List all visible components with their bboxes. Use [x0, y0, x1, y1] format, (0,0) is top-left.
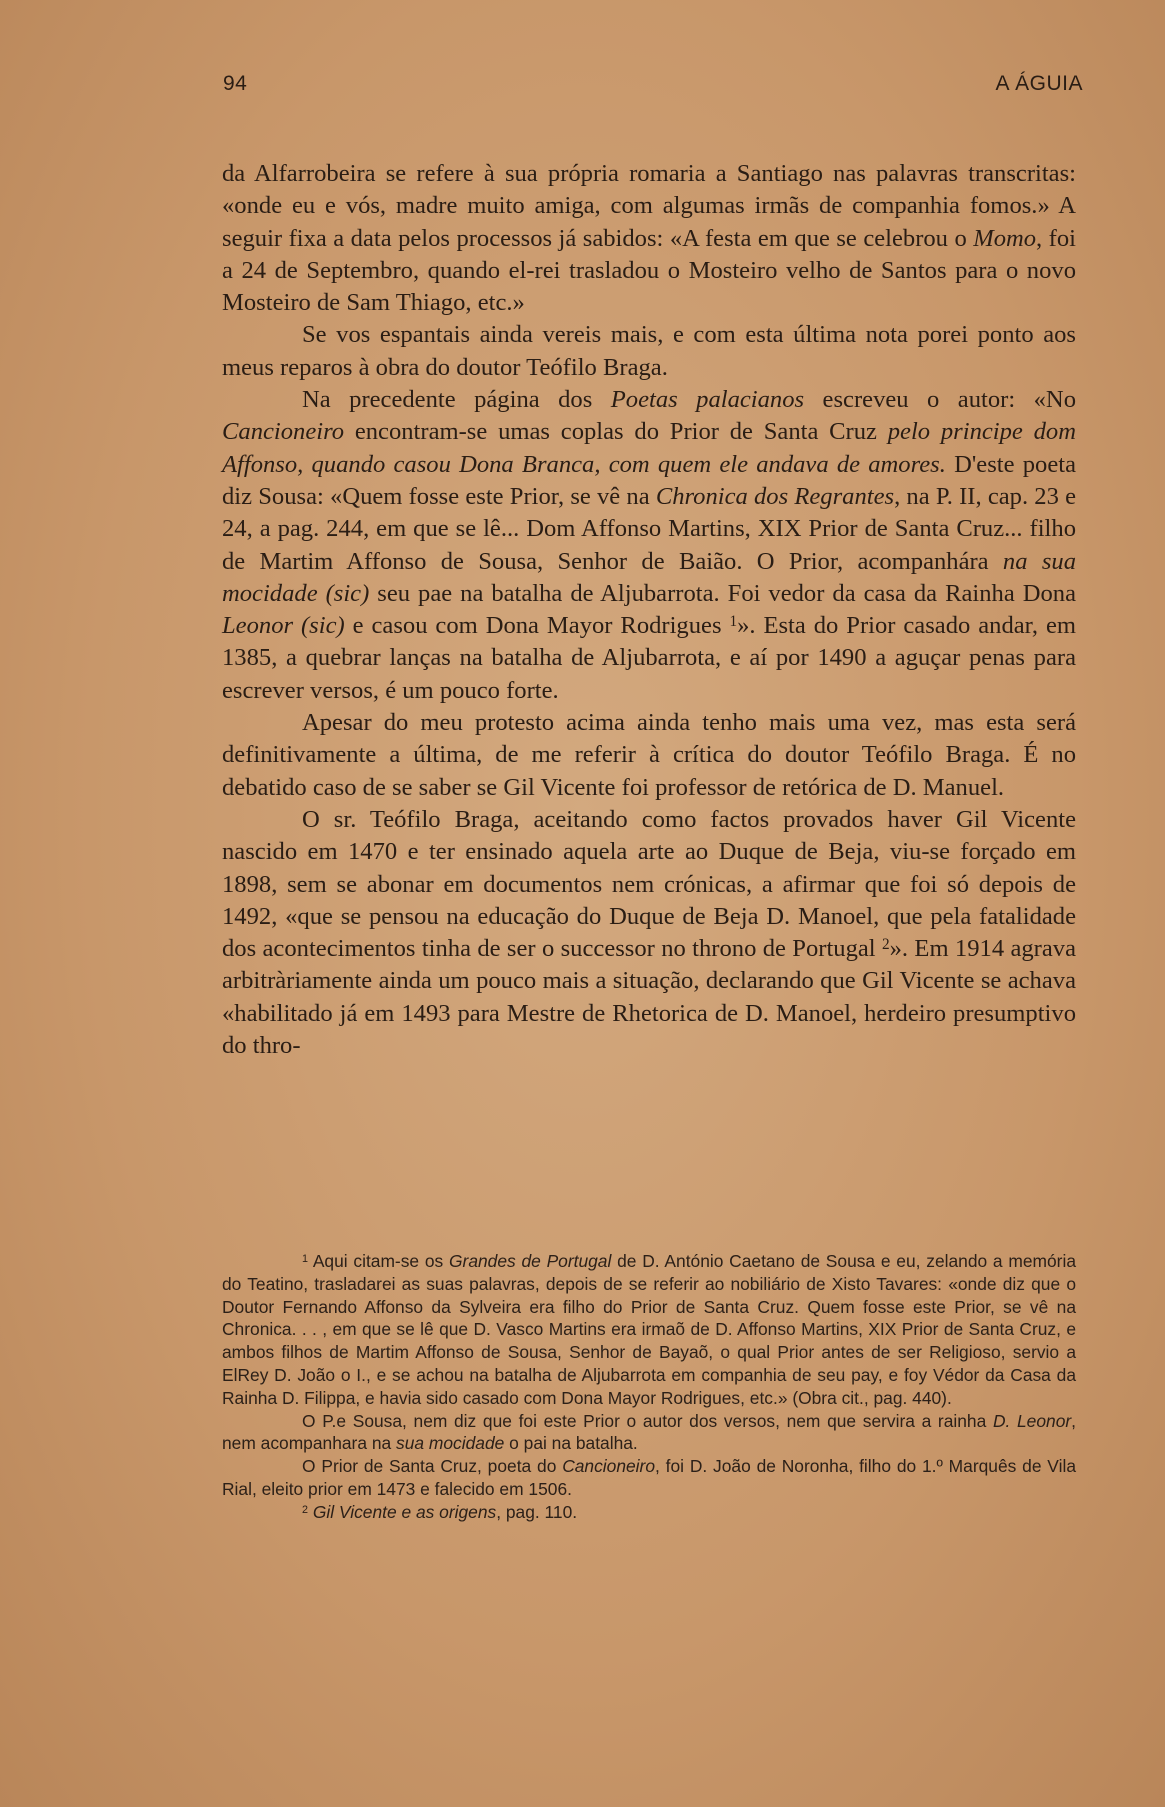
text-run: seu pae na batalha de Aljubarrota. Foi vedor da casa da Rainha Dona	[369, 579, 1076, 607]
footnote-1-continued	[222, 1455, 1076, 1501]
text-run: Na precedente página dos	[302, 386, 611, 414]
text-run: O Prior de Santa Cruz, poeta do	[302, 1456, 563, 1477]
text-run: ». Em 1914 agrava arbitràriamente ainda um pouco mais a situação, declarando que Gil Vicente se achava «habilitado já em 1493 para Mestre de Rhetorica de D. Manoel, herdeiro presumptivo do thro-	[222, 935, 1077, 1060]
text-run: , pag. 110.	[496, 1501, 578, 1522]
text-run: de D. António Caetano de Sousa e eu, zelando a memória do Teatino, trasladarei as suas palavras, depois de se referir ao nobiliário de Xisto Tavares: «onde diz que o Doutor Fernando Affonso da Sylveira era filho do Prior de Santa Cruz. Quem fosse este Prior, se vê na Chronica. . . , em que se lê que D. Vasco Martins era irmaõ de D. Affonso Martins, XIX Prior de Santa Cruz, e ambos filhos de Martim Affonso de Sousa, Senhor de Bayaõ, o qual Prior antes de ser Religioso, servio a ElRey D. João o I., e se achou na batalha de Aljubarrota em companhia de seu pay, e foy Védor da Casa da Rainha D. Filippa, e havia sido casado com Dona Mayor Rodrigues, etc.» (Obra cit., pag. 440).	[222, 1251, 1077, 1408]
running-title: A ÁGUIA	[995, 72, 1083, 95]
text-run: Aqui citam-se os	[312, 1251, 449, 1271]
text-run: da Alfarrobeira se refere à sua própria romaria a Santiago nas palavras transcritas: «onde eu e vós, madre muito amiga, com algumas irmãs de companhia fomos.» A seguir fixa a data pelos processos já sabidos: «A festa em que se celebrou o	[222, 160, 1076, 252]
text-run: , nem acompanhara na	[222, 1410, 1077, 1454]
paragraph-1	[222, 158, 1076, 319]
paragraph-4: Apesar do meu protesto acima ainda tenho mais uma vez, mas esta será definitivamente a última, de me referir à crítica do doutor Teófilo Braga. É no debatido caso de se saber se Gil Vicente foi professor de retórica de D. Manuel.	[222, 709, 1076, 801]
paragraph-5	[222, 804, 1076, 1062]
footnotes	[222, 1250, 1076, 1524]
text-run: o pai na batalha.	[504, 1433, 638, 1454]
italic-run: Gil Vicente e as origens	[312, 1501, 497, 1522]
text-run: O sr. Teófilo Braga, aceitando como factos provados haver Gil Vicente nascido em 1470 e ter ensinado aquela arte ao Duque de Beja, viu-se forçado em 1898, sem se abonar em documentos nem crónicas, a afirmar que foi só depois de 1492, «que se pensou na educação do Duque de Beja D. Manoel, que pela fatalidade dos acontecimentos tinha de ser o successor no throno de Portugal	[222, 805, 1076, 963]
italic-run: Cancioneiro	[222, 418, 345, 446]
text-run: encontram-se umas coplas do Prior de Santa Cruz	[344, 418, 888, 446]
italic-run: Grandes de Portugal	[449, 1251, 612, 1271]
text-run: escreveu o autor: «No	[804, 386, 1076, 414]
text-run: , foi a 24 de Septembro, quando el-rei trasladou o Mosteiro velho de Santos para o novo Mosteiro de Sam Thiago, etc.»	[222, 224, 1076, 317]
italic-run: Poetas palacianos	[610, 386, 805, 414]
footnote-1-continued	[222, 1410, 1076, 1456]
footnote-ref: 2	[882, 936, 890, 954]
footnote-mark: 1	[302, 1253, 308, 1266]
text-run: D'este poeta diz Sousa: «Quem fosse este Prior, se vê na	[222, 450, 1077, 510]
footnote-ref: 1	[729, 613, 738, 631]
paragraph-2: Se vos espantais ainda vereis mais, e com esta última nota porei ponto aos meus reparos à obra do doutor Teófilo Braga.	[222, 321, 1076, 381]
text-run: O P.e Sousa, nem diz que foi este Prior o autor dos versos, nem que servira a rainha	[302, 1410, 993, 1431]
text-run: , na P. II, cap. 23 e 24, a pag. 244, em que se lê... Dom Affonso Martins, XIX Prior de Santa Cruz... filho de Martim Affonso de Sousa, Senhor de Baião. O Prior, acompanhára	[222, 482, 1076, 575]
italic-run: sua mocidade	[396, 1433, 505, 1454]
italic-run: na sua mocidade (sic)	[222, 547, 1076, 607]
page-header	[223, 72, 1083, 96]
main-text	[222, 158, 1076, 1062]
paragraph-3	[222, 384, 1076, 707]
footnote-1	[222, 1250, 1076, 1410]
italic-run: Chronica dos Regrantes	[655, 482, 895, 510]
page-number: 94	[223, 72, 248, 95]
italic-run: D. Leonor	[992, 1410, 1072, 1431]
text-run: , foi D. João de Noronha, filho do 1.º Marquês de Vila Rial, eleito prior em 1473 e falecido em 1506.	[222, 1456, 1076, 1499]
text-run: e casou com Dona Mayor Rodrigues	[344, 612, 730, 640]
italic-run: Leonor (sic)	[222, 612, 345, 640]
italic-run: Cancioneiro	[562, 1456, 655, 1477]
footnote-2	[222, 1501, 1076, 1524]
italic-run: Momo	[973, 224, 1037, 252]
footnote-mark: 2	[302, 1503, 308, 1516]
italic-run: pelo principe dom Affonso, quando casou Dona Branca, com quem ele andava de amores.	[222, 418, 1076, 478]
text-run: ». Esta do Prior casado andar, em 1385, a quebrar lanças na batalha de Aljubarrota, e aí por 1490 a aguçar penas para escrever versos, é um pouco forte.	[222, 612, 1077, 704]
